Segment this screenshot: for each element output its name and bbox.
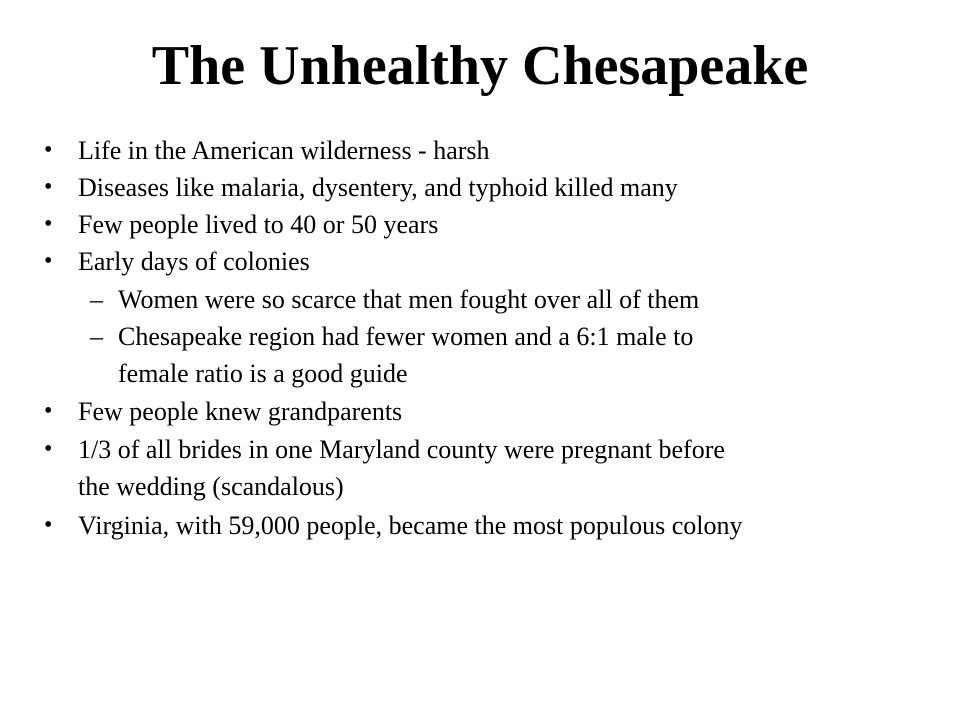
- bullet-text: Diseases like malaria, dysentery, and typhoid killed many: [78, 173, 678, 202]
- dash-icon: –: [90, 285, 103, 314]
- bullet-icon: •: [44, 248, 53, 274]
- bullet-icon: •: [44, 211, 53, 237]
- bullet-line: 1/3 of all brides in one Maryland county were pregnant before: [78, 435, 725, 464]
- sub-bullet-text: [118, 318, 930, 392]
- sub-bullet-text: Women were so scarce that men fought over all of them: [118, 285, 700, 314]
- sub-bullet-line: female ratio is a good guide: [118, 359, 408, 388]
- bullet-icon: •: [44, 174, 53, 200]
- bullet-icon: •: [44, 137, 53, 163]
- dash-icon: –: [90, 322, 103, 351]
- bullet-text: [78, 431, 924, 505]
- bullet-icon: •: [44, 398, 53, 424]
- bullet-text: Early days of colonies: [78, 247, 310, 276]
- bullet-icon: •: [44, 436, 53, 462]
- bullet-text: Few people knew grandparents: [78, 397, 403, 426]
- bullet-text: Life in the American wilderness - harsh: [78, 136, 490, 165]
- bullet-text: Virginia, with 59,000 people, became the most populous colony: [78, 511, 743, 540]
- slide-title: The Unhealthy Chesapeake: [151, 35, 809, 97]
- bullet-text: Few people lived to 40 or 50 years: [78, 210, 439, 239]
- bullet-line: the wedding (scandalous): [78, 472, 344, 501]
- sub-bullet-line: Chesapeake region had fewer women and a 6:1 male to: [118, 322, 694, 351]
- bullet-icon: •: [44, 512, 53, 538]
